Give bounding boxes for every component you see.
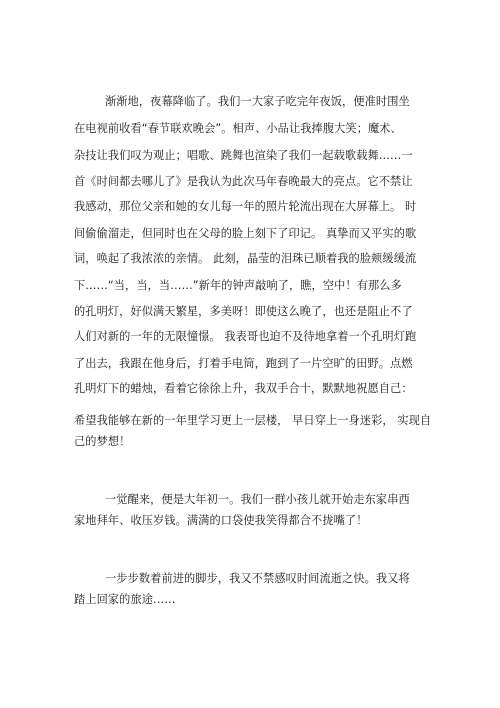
text-line: 家地拜年、收压岁钱。满满的口袋使我笑得都合不拢嘴了！ xyxy=(74,514,368,527)
text-line: 词，唤起了我浓浓的亲情。 此刻，晶莹的泪珠已顺着我的脸颊缓缓流 xyxy=(74,252,417,265)
text-line: 下……“当，当，当……”新年的钟声敲响了，瞧，空中！有那么多 xyxy=(74,279,402,292)
text-line: 渐渐地，夜幕降临了。我们一大家子吃完年夜饭，便准时围坐 xyxy=(105,95,410,108)
text-line: 杂技让我们叹为观止；唱歌、跳舞也渲染了我们一起载歌载舞……一 xyxy=(74,149,413,162)
text-line: 在电视前收看“春节联欢晚会”。相声、小品让我捧腹大笑；魔术、 xyxy=(74,122,402,135)
text-line: 希望我能够在新的一年里学习更上一层楼， 早日穿上一身迷彩， 实现自 xyxy=(74,414,432,427)
text-line: 己的梦想！ xyxy=(74,435,131,448)
text-line: 了出去，我跟在他身后，打着手电筒，跑到了一片空旷的田野。点燃 xyxy=(74,357,413,370)
text-line: 首《时间都去哪儿了》是我认为此次马年春晚最大的亮点。它不禁让 xyxy=(74,175,413,188)
text-line: 孔明灯下的蜡烛，看着它徐徐上升，我双手合十，默默地祝愿自己： xyxy=(74,382,413,395)
text-line: 的孔明灯，好似满天繁星，多美呀！即使这么晚了，也还是阻止不了 xyxy=(74,305,413,318)
text-line: 踏上回家的旅途…… xyxy=(74,593,176,606)
text-line: 我感动，那位父亲和她的女儿每一年的照片轮流出现在大屏幕上。 时 xyxy=(74,200,417,213)
text-line: 人们对新的一年的无限憧憬。 我表哥也迫不及待地拿着一个孔明灯跑 xyxy=(74,330,417,343)
text-line: 间偷偷溜走，但同时也在父母的脸上刻下了印记。 真挚而又平实的歌 xyxy=(74,227,417,240)
text-line: 一步步数着前进的脚步，我又不禁感叹时间流逝之快。我又将 xyxy=(105,572,410,585)
text-line: 一觉醒来，便是大年初一。我们一群小孩儿就开始走东家串西 xyxy=(105,493,410,506)
